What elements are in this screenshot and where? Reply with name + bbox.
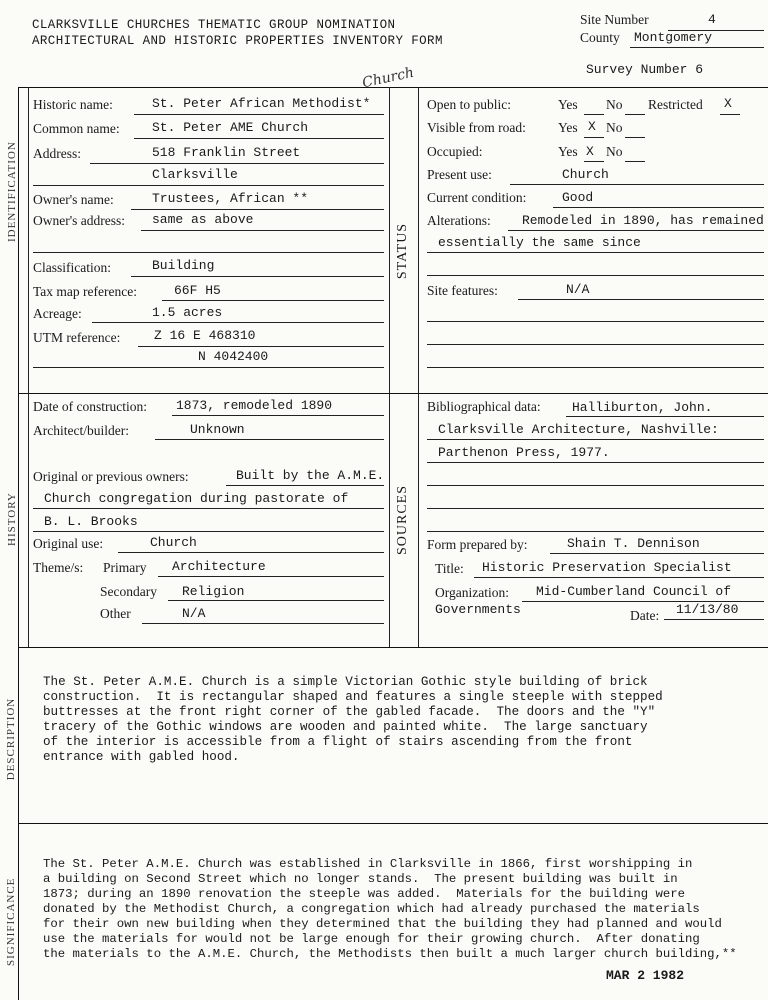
significance-line: use the materials for would not be large enough for their growing church. After donating xyxy=(43,932,700,946)
open-restricted: Restricted xyxy=(648,97,703,112)
alterations-line2: essentially the same since xyxy=(438,235,641,250)
open-to-public-label: Open to public: xyxy=(427,97,511,112)
form-prepared-by-label: Form prepared by: xyxy=(427,537,528,552)
date-of-construction-label: Date of construction: xyxy=(33,399,147,414)
original-owners-line3: B. L. Brooks xyxy=(44,514,138,529)
alterations-line1: Remodeled in 1890, has remained xyxy=(522,213,764,228)
site-features-value: N/A xyxy=(566,282,590,297)
classification-label: Classification: xyxy=(33,260,111,275)
history-section-label: HISTORY xyxy=(6,492,18,546)
significance-line: a building on Second Street which no longer stands. The present building was built in xyxy=(43,872,678,886)
tax-map-value: 66F H5 xyxy=(174,283,221,298)
status-column-left xyxy=(389,87,390,647)
open-restricted-mark: X xyxy=(724,96,732,111)
description-text xyxy=(43,660,663,780)
occupied-label: Occupied: xyxy=(427,144,483,159)
top-border xyxy=(18,87,768,88)
site-features-label: Site features: xyxy=(427,283,498,298)
description-line: construction. It is rectangular shaped and features a single steeple with stepped xyxy=(43,690,663,704)
site-number-value: 4 xyxy=(708,12,716,27)
identification-section-label: IDENTIFICATION xyxy=(6,141,18,242)
classification-value: Building xyxy=(152,258,215,273)
primary-theme-value: Architecture xyxy=(172,559,266,574)
form-date-label: Date: xyxy=(630,608,660,623)
county-label: County xyxy=(580,30,620,45)
significance-text xyxy=(43,842,737,977)
form-date-value: 11/13/80 xyxy=(676,602,739,617)
inner-left-border xyxy=(28,87,29,647)
architect-builder-value: Unknown xyxy=(190,422,245,437)
row-divider-1 xyxy=(18,393,768,394)
current-condition-label: Current condition: xyxy=(427,190,527,205)
common-name-label: Common name: xyxy=(33,121,120,136)
alterations-label: Alterations: xyxy=(427,213,491,228)
form-prepared-by-value: Shain T. Dennison xyxy=(567,536,700,551)
owner-name-value: Trustees, African ** xyxy=(152,191,309,206)
other-label: Other xyxy=(100,606,131,621)
survey-number: Survey Number 6 xyxy=(586,62,704,77)
visible-from-road-label: Visible from road: xyxy=(427,120,526,135)
address-line2: Clarksville xyxy=(152,167,238,182)
occupied-no: No xyxy=(606,144,623,159)
organization-line1: Mid-Cumberland Council of xyxy=(536,584,732,599)
original-use-label: Original use: xyxy=(33,536,104,551)
address-line1: 518 Franklin Street xyxy=(152,145,301,160)
bibliographical-data-label: Bibliographical data: xyxy=(427,399,541,414)
acreage-value: 1.5 acres xyxy=(152,305,223,320)
secondary-label: Secondary xyxy=(100,584,157,599)
left-border xyxy=(18,87,19,1000)
utm-line2: N 4042400 xyxy=(198,349,269,364)
description-section-label: DESCRIPTION xyxy=(5,697,17,781)
tax-map-label: Tax map reference: xyxy=(33,284,137,299)
owner-address-label: Owner's address: xyxy=(33,213,126,228)
bibliographical-line1: Halliburton, John. xyxy=(572,400,713,415)
status-section-label: STATUS xyxy=(395,222,410,280)
bibliographical-line2: Clarksville Architecture, Nashville: xyxy=(438,422,719,437)
form-title-line2: ARCHITECTURAL AND HISTORIC PROPERTIES INVENTORY FORM xyxy=(32,34,443,48)
secondary-theme-value: Religion xyxy=(182,584,245,599)
row-divider-3 xyxy=(18,823,768,824)
preparer-title-value: Historic Preservation Specialist xyxy=(482,560,732,575)
row-divider-2 xyxy=(18,647,768,648)
description-line: buttresses at the front right corner of the gabled facade. The doors and the "Y" xyxy=(43,705,656,719)
address-label: Address: xyxy=(33,146,81,161)
original-use-value: Church xyxy=(150,535,197,550)
county-value: Montgomery xyxy=(634,30,713,45)
acreage-label: Acreage: xyxy=(33,306,82,321)
historic-name-label: Historic name: xyxy=(33,97,113,112)
open-no: No xyxy=(606,97,623,112)
description-line: tracery of the Gothic windows are wooden and painted white. The large sanctuary xyxy=(43,720,648,734)
description-line: entrance with gabled hood. xyxy=(43,750,240,764)
visible-yes-mark: X xyxy=(588,119,596,134)
status-column-right xyxy=(418,87,419,647)
open-yes: Yes xyxy=(558,97,578,112)
form-title-line1: CLARKSVILLE CHURCHES THEMATIC GROUP NOMINATION xyxy=(32,18,396,32)
occupied-yes: Yes xyxy=(558,144,578,159)
organization-label: Organization: xyxy=(435,585,509,600)
common-name-value: St. Peter AME Church xyxy=(152,120,309,135)
owner-address-value: same as above xyxy=(152,212,254,227)
description-line: of the interior is accessible from a flight of stairs ascending from the front xyxy=(43,735,633,749)
significance-line: donated by the Methodist Church, a congregation which had already purchased the materials xyxy=(43,902,700,916)
original-owners-label: Original or previous owners: xyxy=(33,469,189,484)
utm-label: UTM reference: xyxy=(33,330,121,345)
current-condition-value: Good xyxy=(562,190,594,205)
visible-no: No xyxy=(606,120,623,135)
themes-label: Theme/s: xyxy=(33,560,84,575)
significance-line: for their own new building when they determined that the building they had planned and would xyxy=(43,917,722,931)
date-of-construction-value: 1873, remodeled 1890 xyxy=(176,398,333,413)
significance-line: the materials to the A.M.E. Church, the Methodists then built a much larger church building,** xyxy=(43,947,737,961)
occupied-yes-mark: X xyxy=(586,144,594,159)
sources-section-label: SOURCES xyxy=(395,484,410,556)
organization-line2: Governments xyxy=(435,602,521,617)
other-theme-value: N/A xyxy=(182,606,206,621)
handwritten-annotation: Church xyxy=(360,64,416,92)
present-use-label: Present use: xyxy=(427,167,492,182)
bibliographical-line3: Parthenon Press, 1977. xyxy=(438,445,610,460)
present-use-value: Church xyxy=(562,167,609,182)
significance-line: 1873; during an 1890 renovation the steeple was added. Materials for the building were xyxy=(43,887,686,901)
original-owners-line2: Church congregation during pastorate of xyxy=(44,491,349,506)
owner-name-label: Owner's name: xyxy=(33,192,114,207)
site-number-label: Site Number xyxy=(580,12,649,27)
received-date-stamp: MAR 2 1982 xyxy=(606,968,685,983)
primary-label: Primary xyxy=(103,560,147,575)
visible-yes: Yes xyxy=(558,120,578,135)
utm-line1: Z 16 E 468310 xyxy=(154,328,256,343)
preparer-title-label: Title: xyxy=(435,561,464,576)
description-line: The St. Peter A.M.E. Church is a simple Victorian Gothic style building of brick xyxy=(43,675,648,689)
architect-builder-label: Architect/builder: xyxy=(33,423,129,438)
significance-section-label: SIGNIFICANCE xyxy=(5,877,17,966)
historic-name-value: St. Peter African Methodist* xyxy=(152,96,371,111)
significance-line: The St. Peter A.M.E. Church was established in Clarksville in 1866, first worshipping in xyxy=(43,857,693,871)
original-owners-line1: Built by the A.M.E. xyxy=(236,468,385,483)
